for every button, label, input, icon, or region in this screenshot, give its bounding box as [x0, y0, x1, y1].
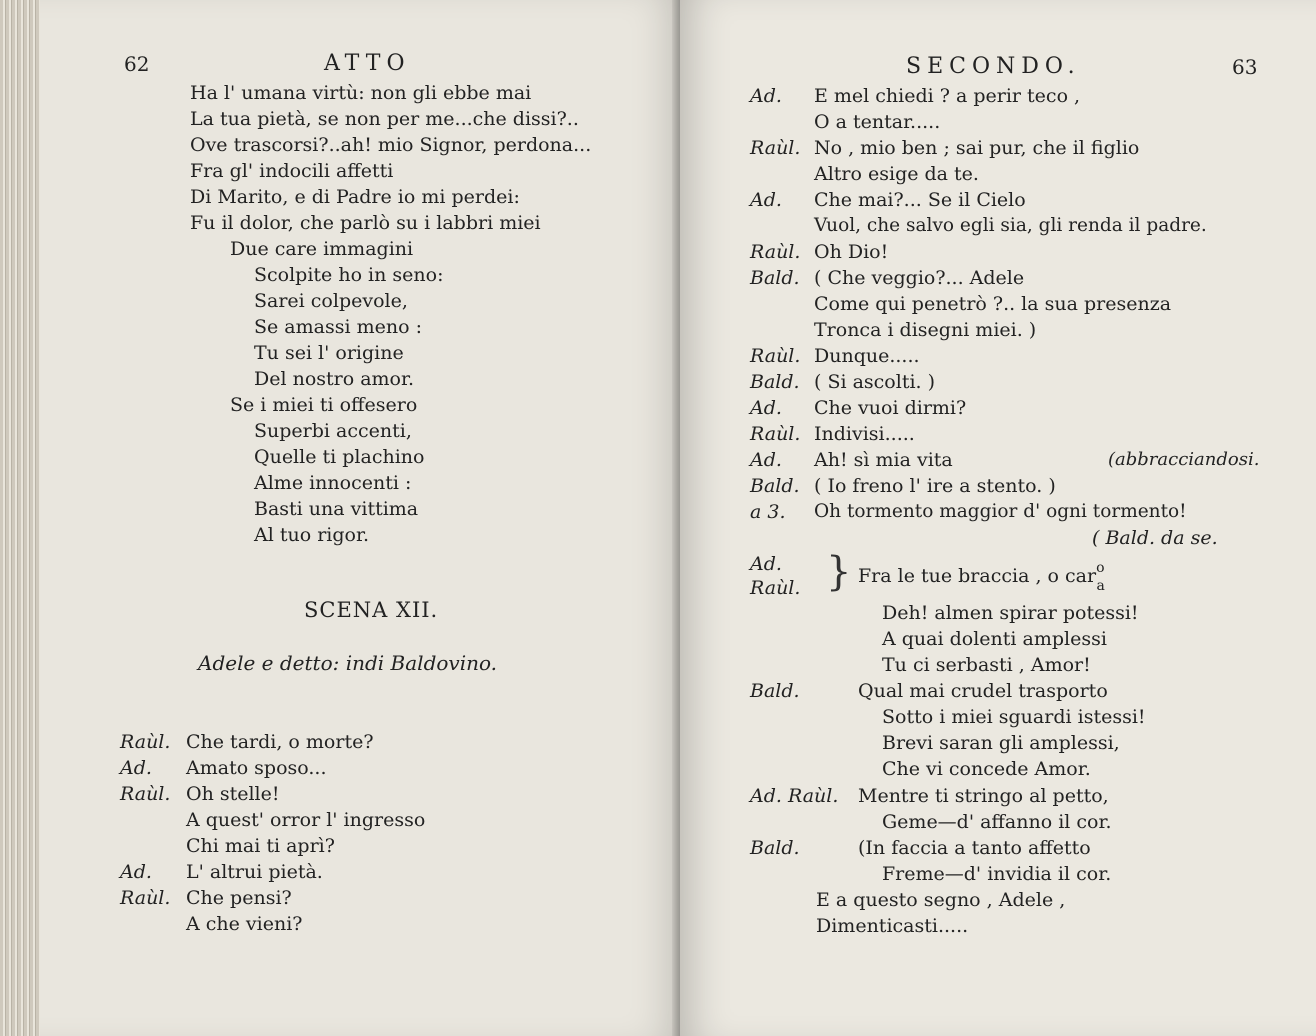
dialogue-line: Mentre ti stringo al petto, [858, 785, 1109, 807]
dialogue-line: Freme—d' invidia il cor. [882, 863, 1112, 885]
dialogue-line: E a questo segno , Adele , [816, 889, 1066, 911]
dialogue-line: Deh! almen spirar potessi! [882, 602, 1139, 624]
speaker-label: Ad. [750, 449, 782, 471]
running-header: SECONDO. [906, 54, 1081, 79]
dialogue-line: Geme—d' affanno il cor. [882, 811, 1112, 833]
speaker-label: Ad. [750, 397, 782, 419]
dialogue-line: No , mio ben ; sai pur, che il figlio [814, 137, 1140, 159]
running-header: ATTO [324, 51, 411, 76]
dialogue-line: Altro esige da te. [814, 163, 979, 185]
dialogue-line: Ah! sì mia vita [814, 449, 953, 471]
speaker-label: Raùl. [750, 577, 801, 599]
dialogue-line: Che tardi, o morte? [186, 731, 374, 753]
dialogue-line: A che vieni? [186, 913, 303, 935]
subscript: a [1096, 578, 1105, 594]
speaker-label: Raùl. [750, 345, 801, 367]
verse-line: Fu il dolor, che parlò su i labbri miei [190, 212, 541, 234]
verse-line: Alme innocenti : [254, 472, 412, 494]
speaker-label: Raùl. [120, 783, 171, 805]
page-number: 62 [124, 52, 150, 76]
speaker-label: Bald. [750, 680, 800, 702]
speaker-label: Raùl. [120, 731, 171, 753]
speaker-label: a 3. [750, 501, 786, 523]
dialogue-line: Tronca i disegni miei. ) [814, 319, 1037, 341]
dialogue-line: Che mai?... Se il Cielo [814, 189, 1026, 211]
dialogue-line: Dimenticasti..... [816, 915, 969, 937]
brace-icon: } [826, 549, 852, 595]
dialogue-line: Dunque..... [814, 345, 920, 367]
stage-direction: (abbracciandosi. [1108, 449, 1260, 470]
speaker-label: Bald. [750, 267, 800, 289]
left-page [40, 0, 680, 1036]
dialogue-line: Oh tormento maggior d' ogni tormento! [814, 501, 1187, 522]
verse-line: Fra gl' indocili affetti [190, 160, 394, 182]
verse-line: Quelle ti plachino [254, 446, 425, 468]
dialogue-line: A quest' orror l' ingresso [186, 809, 426, 831]
dialogue-line: E mel chiedi ? a perir teco , [814, 85, 1081, 107]
duet-line-text: Fra le tue braccia , o car [858, 565, 1097, 587]
verse-line: Basti una vittima [254, 498, 419, 520]
speaker-label: Raùl. [120, 887, 171, 909]
dialogue-line: A quai dolenti amplessi [882, 628, 1107, 650]
dialogue-line [858, 560, 1113, 594]
dialogue-line: (In faccia a tanto affetto [858, 837, 1091, 859]
dialogue-line: Che vi concede Amor. [882, 758, 1091, 780]
dialogue-line: Amato sposo... [186, 757, 327, 779]
dialogue-line: Oh Dio! [814, 241, 889, 263]
speaker-label: Raùl. [750, 137, 801, 159]
dialogue-line: Vuol, che salvo egli sia, gli renda il padre. [814, 215, 1207, 236]
speaker-label: Ad. [750, 85, 782, 107]
speaker-label: Ad. [120, 861, 152, 883]
dialogue-line: L' altrui pietà. [186, 861, 323, 883]
dialogue-line: Qual mai crudel trasporto [858, 680, 1108, 702]
verse-line: Due care immagini [230, 238, 414, 260]
page-number: 63 [1232, 55, 1258, 79]
verse-line: Scolpite ho in seno: [254, 264, 444, 286]
verse-line: Ha l' umana virtù: non gli ebbe mai [190, 82, 532, 104]
stage-direction: ( Bald. da se. [1092, 527, 1218, 549]
verse-line: Se i miei ti offesero [230, 394, 418, 416]
dialogue-line: Che pensi? [186, 887, 292, 909]
speaker-label: Bald. [750, 475, 800, 497]
verse-line: Sarei colpevole, [254, 290, 408, 312]
dialogue-line: Tu ci serbasti , Amor! [882, 654, 1091, 676]
scene-title: SCENA XII. [304, 598, 439, 622]
speaker-label: Ad. [120, 757, 152, 779]
speaker-label: Ad. [750, 553, 782, 575]
speaker-label: Bald. [750, 371, 800, 393]
dialogue-line: Che vuoi dirmi? [814, 397, 967, 419]
scene-subtitle: Adele e detto: indi Baldovino. [198, 651, 498, 675]
speaker-label: Ad. Raùl. [750, 785, 839, 807]
right-page [680, 0, 1316, 1036]
dialogue-line: ( Si ascolti. ) [814, 371, 936, 393]
verse-line: Del nostro amor. [254, 368, 415, 390]
dialogue-line: Oh stelle! [186, 783, 280, 805]
dialogue-line: Brevi saran gli amplessi, [882, 732, 1120, 754]
speaker-label: Raùl. [750, 423, 801, 445]
superscript: o [1096, 560, 1105, 576]
verse-line: Se amassi meno : [254, 316, 422, 338]
speaker-label: Bald. [750, 837, 800, 859]
verse-line: Superbi accenti, [254, 420, 412, 442]
dialogue-line: Sotto i miei sguardi istessi! [882, 706, 1146, 728]
verse-line: Al tuo rigor. [254, 524, 369, 546]
verse-line: Di Marito, e di Padre io mi perdei: [190, 186, 520, 208]
dialogue-line: Chi mai ti aprì? [186, 835, 335, 857]
dialogue-line: ( Che veggio?... Adele [814, 267, 1025, 289]
speaker-label: Raùl. [750, 241, 801, 263]
verse-line: La tua pietà, se non per me...che dissi?.. [190, 108, 579, 130]
dialogue-line: O a tentar..... [814, 111, 941, 133]
dialogue-line: Indivisi..... [814, 423, 915, 445]
dialogue-line: Come qui penetrò ?.. la sua presenza [814, 293, 1172, 315]
speaker-label: Ad. [750, 189, 782, 211]
verse-line: Tu sei l' origine [254, 342, 404, 364]
dialogue-line: ( Io freno l' ire a stento. ) [814, 475, 1056, 497]
verse-line: Ove trascorsi?..ah! mio Signor, perdona... [190, 134, 592, 156]
